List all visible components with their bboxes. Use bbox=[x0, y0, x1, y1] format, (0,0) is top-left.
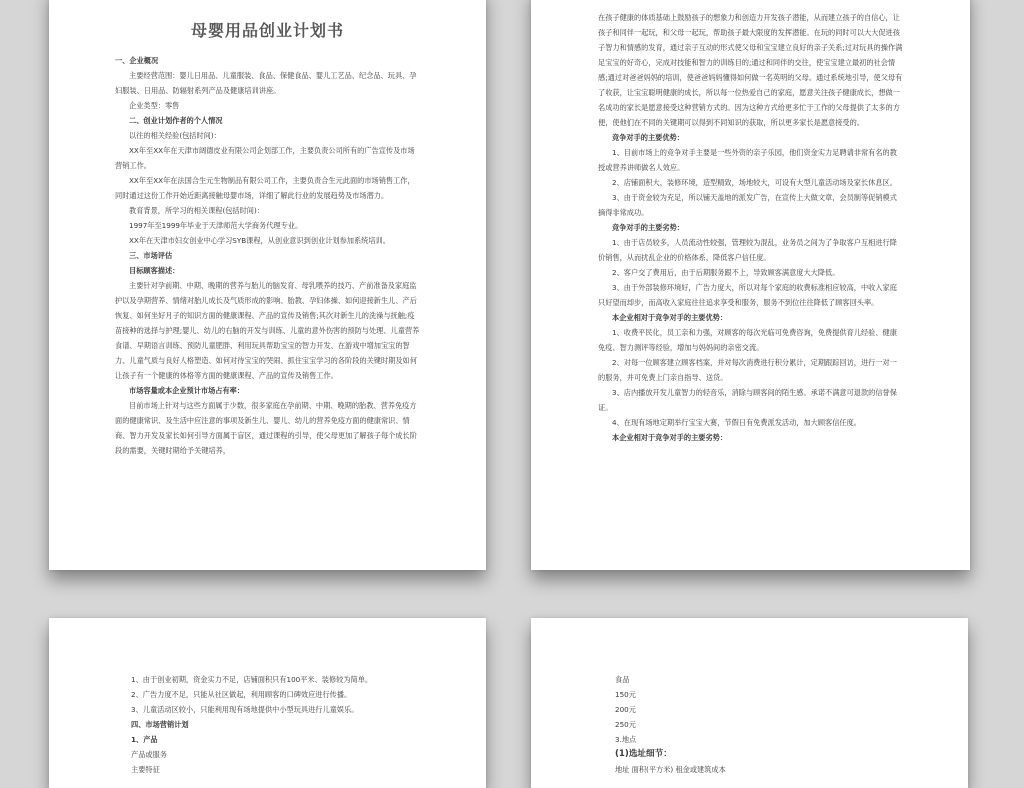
document-page-4 bbox=[531, 618, 968, 788]
paragraph: 2、店铺面积大，装修环境，造型精致，场地较大，可设有大型儿童活动场及家长休息区。 bbox=[612, 178, 897, 187]
paragraph: 2、对每一位顾客建立顾客档案，并对每次消费进行积分累计，定期跟踪回访，进行一对一的服务，并可免费上门亲自指导、送货。 bbox=[598, 358, 897, 382]
page-4-content bbox=[615, 672, 915, 777]
paragraph: 200元 bbox=[615, 705, 636, 714]
paragraph: 市场容量或本企业预计市场占有率： bbox=[129, 386, 245, 395]
paragraph: 1、由于创业初期，资金实力不足，店铺面积只有100平米、装修较为简单。 bbox=[131, 675, 373, 684]
paragraph: 3.地点 bbox=[615, 735, 637, 744]
paragraph: 2、客户交了费用后，由于后期服务跟不上，导致顾客满意度大大降低。 bbox=[612, 268, 840, 277]
page-1-body bbox=[115, 53, 420, 458]
paragraph: 四、市场营销计划 bbox=[131, 720, 189, 729]
document-page-1 bbox=[49, 0, 486, 570]
paragraph: 竞争对手的主要优势： bbox=[612, 133, 684, 142]
page-3-body bbox=[115, 672, 420, 777]
document-page-3 bbox=[49, 618, 486, 788]
paragraph: 2、广告力度不足，只能从社区做起，利用顾客的口碑效应进行传播。 bbox=[131, 690, 352, 699]
paragraph: 企业类型：零售 bbox=[129, 101, 180, 110]
document-page-2 bbox=[531, 0, 970, 570]
document-title: 母婴用品创业计划书 bbox=[190, 21, 344, 40]
paragraph: 250元 bbox=[615, 720, 636, 729]
paragraph: 1、由于店员较多，人员流动性较强，管理较为混乱，业务员之间为了争取客户互相进行降价销售，从而扰乱企业的价格体系，降低客户信任度。 bbox=[598, 238, 897, 262]
paragraph: 3、由于外部装修环境好，广告力度大，所以对每个家庭的收费标准相应较高，中收入家庭只好望而却步，而高收入家庭往往追求享受和服务，服务不到位往往降低了顾客回头率。 bbox=[598, 283, 897, 307]
paragraph: 地址 面积(平方米) 租金或建筑成本 bbox=[615, 765, 726, 774]
paragraph: XX年在天津市妇女创业中心学习SYB课程，从创业意识到创业计划参加系统培训。 bbox=[129, 236, 390, 245]
paragraph: 教育背景，所学习的相关课程(包括时间)： bbox=[129, 206, 264, 215]
paragraph: 产品或服务 bbox=[131, 750, 167, 759]
paragraph: 主要经营范围：婴儿日用品、儿童服装、食品、保健食品、婴儿工艺品、纪念品、玩具、孕妇服装、日用品、防辐射系列产品及健康培训讲座。 bbox=[115, 71, 417, 95]
paragraph: 主要特征 bbox=[131, 765, 160, 774]
paragraph: 3、店内播放开发儿童智力的轻音乐，消除与顾客间的陌生感。承诺不满意可退款的信誉保证。 bbox=[598, 388, 897, 412]
paragraph: 3、由于资金较为充足，所以铺天盖地的派发广告，在宣传上大做文章，会员制等促销模式摘得非常成功。 bbox=[598, 193, 897, 217]
paragraph: 目标顾客描述： bbox=[129, 266, 180, 275]
paragraph: 竞争对手的主要劣势： bbox=[612, 223, 684, 232]
paragraph: 3、儿童活动区较小，只能利用现有场地提供中小型玩具进行儿童娱乐。 bbox=[131, 705, 359, 714]
paragraph: 一、企业概况 bbox=[115, 56, 159, 65]
paragraph: 150元 bbox=[615, 690, 636, 699]
page-1-content bbox=[115, 18, 420, 458]
paragraph: 1、产品 bbox=[131, 735, 158, 744]
page-2-body bbox=[598, 10, 904, 445]
paragraph: 三、市场评估 bbox=[129, 251, 173, 260]
paragraph: XX年至XX年在天津市阔德皮业有限公司企划部工作，主要负责公司所有的广告宣传及市场营销工作。 bbox=[115, 146, 415, 170]
paragraph: 主要针对孕前期、中期、晚期的营养与胎儿的脑发育、母乳喂养的技巧、产前准备及家庭监护以及孕期营养、情绪对胎儿成长及气质形成的影响、胎教、孕妇体操、如何迎接新生儿、产后恢复、如何坐好月子的知识方面的健康课程、产品的宣传及销售;其次对新生儿的洗澡与抚触;疫苗接种的选择与护理;婴儿、幼儿的右脑的开发与训练、儿童的意外伤害的预防与处理、儿童营养食谱、早期语言训练、预防儿童肥胖、利用玩具帮助宝宝的智力开发、在游戏中增加宝宝的智力、儿童气质与良好人格塑造、如何对待宝宝的哭闹、抓住宝宝学习的各阶段的关键时期及如何让孩子有一个健康的体格等方面的健康课程、产品的宣传及销售工作。 bbox=[115, 281, 420, 380]
page-3-content bbox=[115, 672, 420, 777]
page-2-content bbox=[598, 10, 904, 445]
paragraph: 二、创业计划作者的个人情况 bbox=[129, 116, 223, 125]
paragraph: 食品 bbox=[615, 675, 630, 684]
page-4-body bbox=[615, 672, 915, 777]
paragraph: 1、目前市场上的竞争对手主要是一些外资的亲子乐园，他们资金实力足聘请非常有名的教授或营养讲师做名人效应。 bbox=[598, 148, 897, 172]
paragraph: 4、在现有场地定期举行宝宝大赛，节假日有免费派发活动，加大顾客信任度。 bbox=[612, 418, 861, 427]
paragraph: 1、收费平民化，员工亲和力强，对顾客的每次光临可免费咨询，免费提供育儿经验、健康免疫、智力测评等经验，增加与妈妈间的亲密交流。 bbox=[598, 328, 897, 352]
paragraph: 1997年至1999年毕业于天津师范大学商务代理专业。 bbox=[129, 221, 303, 230]
paragraph: 本企业相对于竞争对手的主要优势： bbox=[612, 313, 728, 322]
paragraph: XX年至XX年在法国合生元生物制品有限公司工作，主要负责合生元此面的市场销售工作，同时通过这份工作开始近距离接触母婴市场，详细了解此行业的发展趋势及市场潜力。 bbox=[115, 176, 415, 200]
paragraph: 在孩子健康的体质基础上鼓励孩子的想象力和创造力开发孩子潜能，从而建立孩子的自信心，让孩子和同伴一起玩，和父母一起玩，帮助孩子最大限度的发挥潜能。在玩的同时可以大大促进孩子智力和情感的发育，通过亲子互动的形式使父母和宝宝建立良好的亲子关系;过对玩具的操作满足宝宝的好奇心，完成对技能和智力的训练目的;通过和同伴的交往，使宝宝建立最初的社会情感;通过对爸爸妈妈的培训，使爸爸妈妈懂得如何做一名英明的父母。通过系统地引导，使父母有了收获，让宝宝聪明健康的成长，所以每一位热爱自己的家庭，愿意关注孩子健康成长，想做一名成功的家长是愿意接受这种营销方式的。因为这种方式给更多忙于工作的父母提供了太多的方便，使他们在不同的关键期可以得到不同知识的获取，所以更多家长是愿意接受的。 bbox=[598, 13, 903, 127]
paragraph: (1)选址细节： bbox=[615, 749, 672, 759]
paragraph: 目前市场上针对与这些方面属于少数，很多家庭在孕前期、中期、晚期的胎教、营养免疫方面的健康常识、及生活中应注意的事项及新生儿、婴儿、幼儿的营养免疫方面的健康常识、情商、智力开发及家长如何引导方面属于盲区，通过课程的引导，使父母更加了解孩子每个成长阶段的需要，关键时期给予关键培养， bbox=[115, 401, 417, 455]
paragraph: 本企业相对于竞争对手的主要劣势： bbox=[612, 433, 728, 442]
paragraph: 以往的相关经验(包括时间)： bbox=[129, 131, 221, 140]
